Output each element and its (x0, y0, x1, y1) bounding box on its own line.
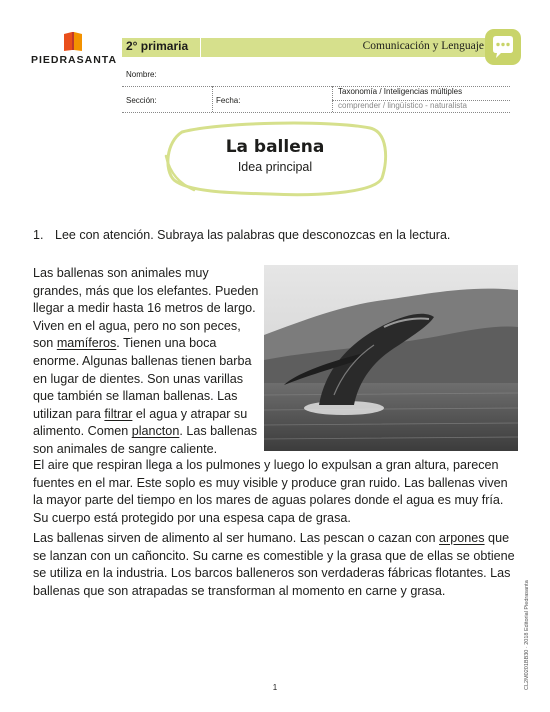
lesson-subtitle: Idea principal (237, 160, 313, 174)
underlined-word: plancton (131, 424, 180, 439)
instruction-text: Lee con atención. Subraya las palabras que desconozcas en la lectura. (55, 228, 451, 242)
section-date-row (122, 86, 510, 113)
instruction (33, 228, 450, 242)
instruction-number: 1. (33, 228, 44, 242)
lesson-title: La ballena (225, 137, 325, 157)
underlined-word: filtrar (104, 406, 133, 421)
reading-paragraph-1: Las ballenas son animales muy grandes, más que los elefantes. Pueden llegar a medir hasta 16 metros de largo. Viven en el agua, pero no son peces, son mamíferos. Tienen una boca enorme. Algunas ballenas tienen barba en lugar de dientes. Son unas varillas que también se llaman ballenas. Las utilizan para filtrar el agua y atrapar su alimento. Comen plancton. Las ballenas son animales de sangre caliente. (33, 266, 259, 456)
header-divider (200, 38, 201, 57)
taxonomy-value: comprender / lingüístico - naturalista (338, 101, 467, 110)
form-divider (332, 86, 333, 112)
underlined-word: mamíferos (56, 336, 117, 351)
reading-paragraph-2: El aire que respiran llega a los pulmones y luego lo expulsan a gran altura, parecen fuentes en el mar. Este soplo es muy visible y produce gran ruido. Las ballenas viven la mayor parte del tiempo en los mares de aguas polares donde el agua es muy fría. Su cuerpo está protegido por una espesa capa de grasa. (33, 458, 508, 525)
copyright-credit: CL2M0201BB30 · 2018 Editorial Piedrasanta (524, 580, 530, 690)
subject-label: Comunicación y Lenguaje (362, 40, 484, 52)
name-row (122, 58, 510, 87)
name-label: Nombre: (126, 70, 157, 79)
page-number: 1 (272, 683, 278, 692)
brand-name: PIEDRASANTA (30, 54, 118, 66)
form-divider (212, 86, 213, 112)
underlined-word: arpones (439, 531, 485, 545)
lesson-title-box (160, 120, 390, 200)
taxonomy-label: Taxonomía / Inteligencias múltiples (338, 87, 463, 96)
whale-photo (264, 265, 518, 451)
grade-label: 2° primaria (126, 39, 189, 53)
section-label: Sección: (126, 96, 157, 105)
logo-book-icon (62, 30, 84, 52)
reading-paragraph-3: Las ballenas sirven de alimento al ser humano. Las pescan o cazan con arpones que se lanzan con un cañoncito. Su carne es comestible y la grasa que de ellas se obtiene se utiliza en la industria. Los barcos balleneros son verdaderas fábricas flotantes. Las ballenas que son atrapadas se transforman al momento en carne y grasa. (33, 531, 515, 598)
date-label: Fecha: (216, 96, 241, 105)
taxonomy-divider (332, 100, 510, 101)
